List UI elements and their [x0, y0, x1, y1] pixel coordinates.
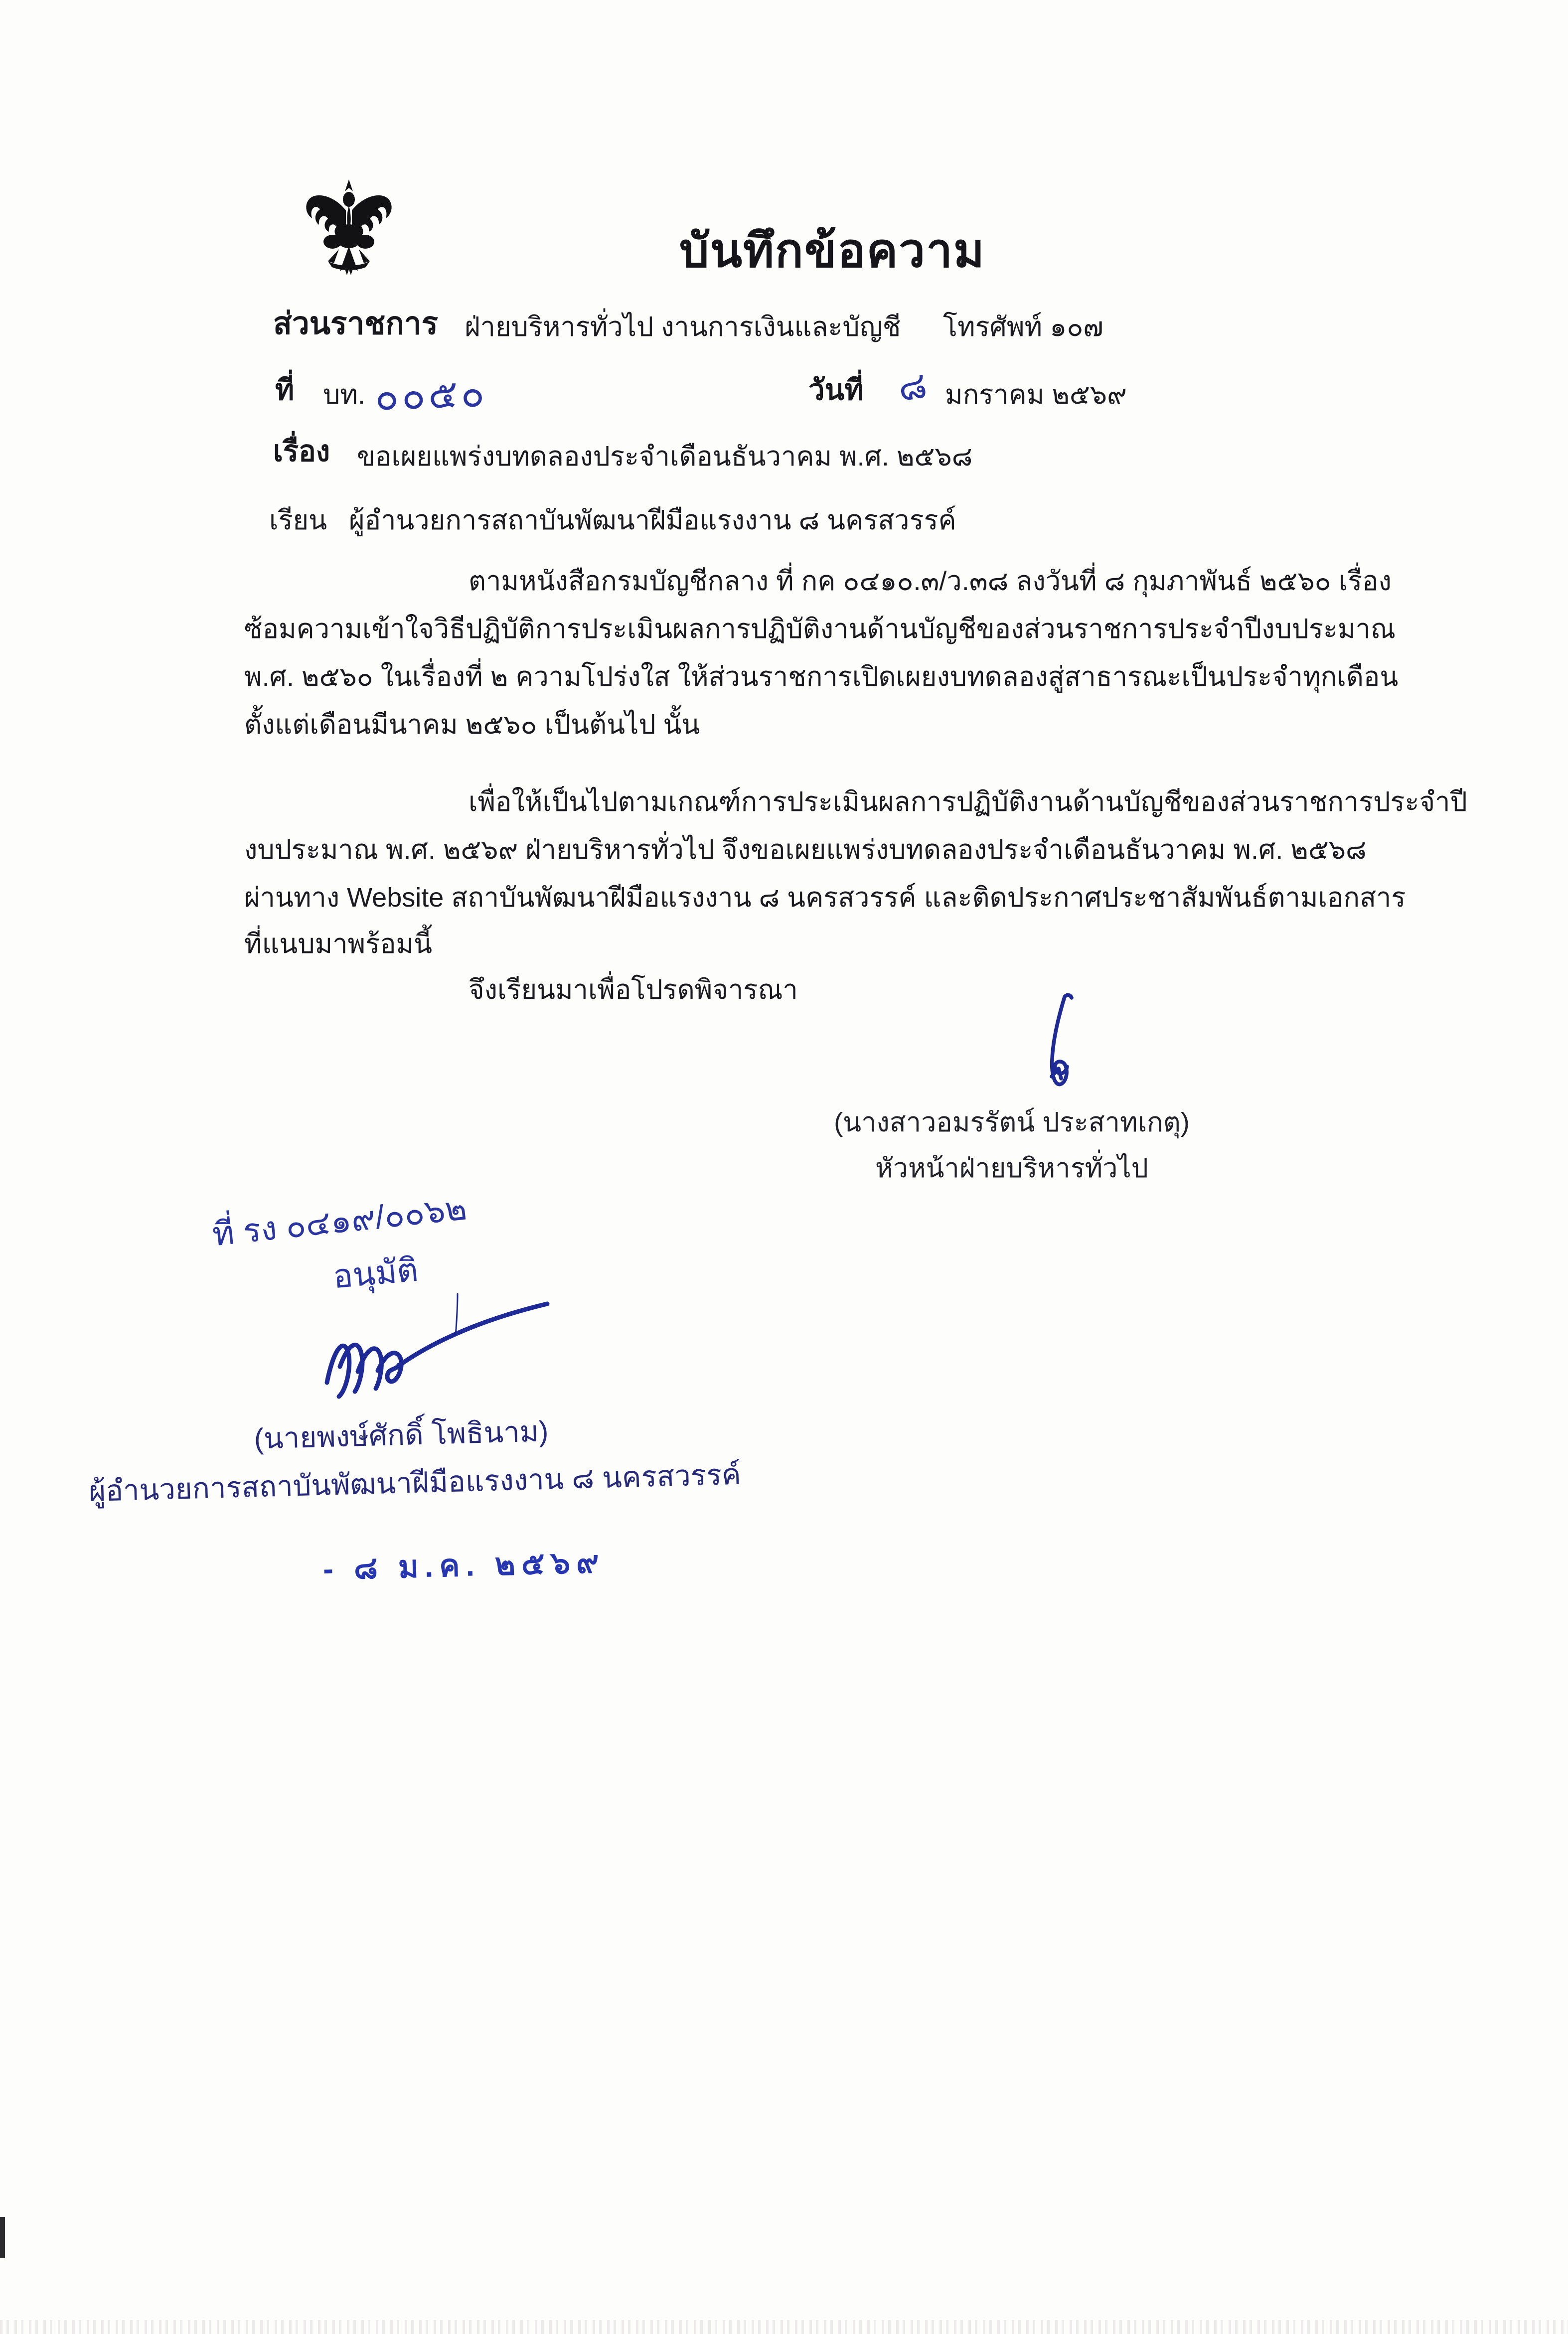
- paragraph-line: ตั้งแต่เดือนมีนาคม ๒๕๖๐ เป็นต้นไป นั้น: [244, 710, 700, 740]
- garuda-emblem-graphic: [299, 175, 399, 282]
- agency-value: ฝ่ายบริหารทั่วไป งานการเงินและบัญชี: [465, 312, 901, 342]
- signer1-position: หัวหน้าฝ่ายบริหารทั่วไป: [875, 1153, 1148, 1183]
- date-label: วันที่: [808, 374, 864, 406]
- paragraph-line: ตามหนังสือกรมบัญชีกลาง ที่ กค ๐๔๑๐.๓/ว.๓๘ ลงวันที่ ๘ กุมภาพันธ์ ๒๕๖๐ เรื่อง: [469, 566, 1392, 596]
- recipient-value: ผู้อำนวยการสถาบันพัฒนาฝีมือแรงงาน ๘ นครสวรรค์: [349, 505, 956, 535]
- scan-artifact-left-edge: [0, 2217, 5, 2258]
- paragraph-line: งบประมาณ พ.ศ. ๒๕๖๙ ฝ่ายบริหารทั่วไป จึงขอเผยแพร่งบทดลองประจำเดือนธันวาคม พ.ศ. ๒๕๖๘: [244, 835, 1367, 865]
- signer1-name: (นางสาวอมรรัตน์ ประสาทเกตุ): [834, 1107, 1190, 1137]
- phone-value: โทรศัพท์ ๑๐๗: [943, 312, 1103, 342]
- agency-label: ส่วนราชการ: [273, 307, 438, 341]
- date-day-handwritten: ๘: [895, 364, 930, 409]
- paragraph-line: ซ้อมความเข้าใจวิธีปฏิบัติการประเมินผลการปฏิบัติงานด้านบัญชีของส่วนราชการประจำปีงบประมาณ: [244, 614, 1396, 644]
- date-value: มกราคม ๒๕๖๙: [945, 380, 1127, 410]
- approval-handwritten: อนุมัติ: [331, 1250, 420, 1295]
- garuda-emblem: [299, 175, 399, 282]
- doc-number-prefix: บท.: [323, 380, 365, 410]
- signature-1: [1017, 993, 1097, 1098]
- subject-label: เรื่อง: [273, 435, 330, 467]
- received-number-handwritten: ที่ รง ๐๔๑๙/๐๐๖๒: [210, 1189, 469, 1253]
- paragraph-line: พ.ศ. ๒๕๖๐ ในเรื่องที่ ๒ ความโปร่งใส ให้ส่วนราชการเปิดเผยงบทดลองสู่สาธารณะเป็นประจำทุกเดือน: [244, 662, 1399, 692]
- date-received-stamp: - ๘ ม.ค. ๒๕๖๙: [322, 1545, 606, 1587]
- paragraph-line: ผ่านทาง Website สถาบันพัฒนาฝีมือแรงงาน ๘ นครสวรรค์ และติดประกาศประชาสัมพันธ์ตามเอกสาร: [244, 883, 1406, 913]
- closing-line: จึงเรียนมาเพื่อโปรดพิจารณา: [469, 975, 798, 1005]
- signature-2: [309, 1290, 608, 1419]
- doc-number-label: ที่: [275, 374, 295, 406]
- paragraph-line: ที่แนบมาพร้อมนี้: [244, 929, 433, 959]
- recipient-label: เรียน: [269, 505, 327, 535]
- document-title: บันทึกข้อความ: [679, 224, 985, 277]
- subject-value: ขอเผยแพร่งบทดลองประจำเดือนธันวาคม พ.ศ. ๒๕๖๘: [357, 442, 973, 471]
- signer2-position: ผู้อำนวยการสถาบันพัฒนาฝีมือแรงงาน ๘ นครสวรรค์: [88, 1458, 742, 1508]
- signature-1-stroke: [1017, 993, 1097, 1098]
- signer2-name: (นายพงษ์ศักดิ์ โพธินาม): [253, 1415, 549, 1455]
- paragraph-line: เพื่อให้เป็นไปตามเกณฑ์การประเมินผลการปฏิบัติงานด้านบัญชีของส่วนราชการประจำปี: [469, 787, 1467, 817]
- signature-2-stroke: [309, 1290, 608, 1419]
- doc-number-handwritten: ๐๐๕๐: [374, 371, 488, 419]
- scan-artifact-bottom: [0, 2320, 1568, 2334]
